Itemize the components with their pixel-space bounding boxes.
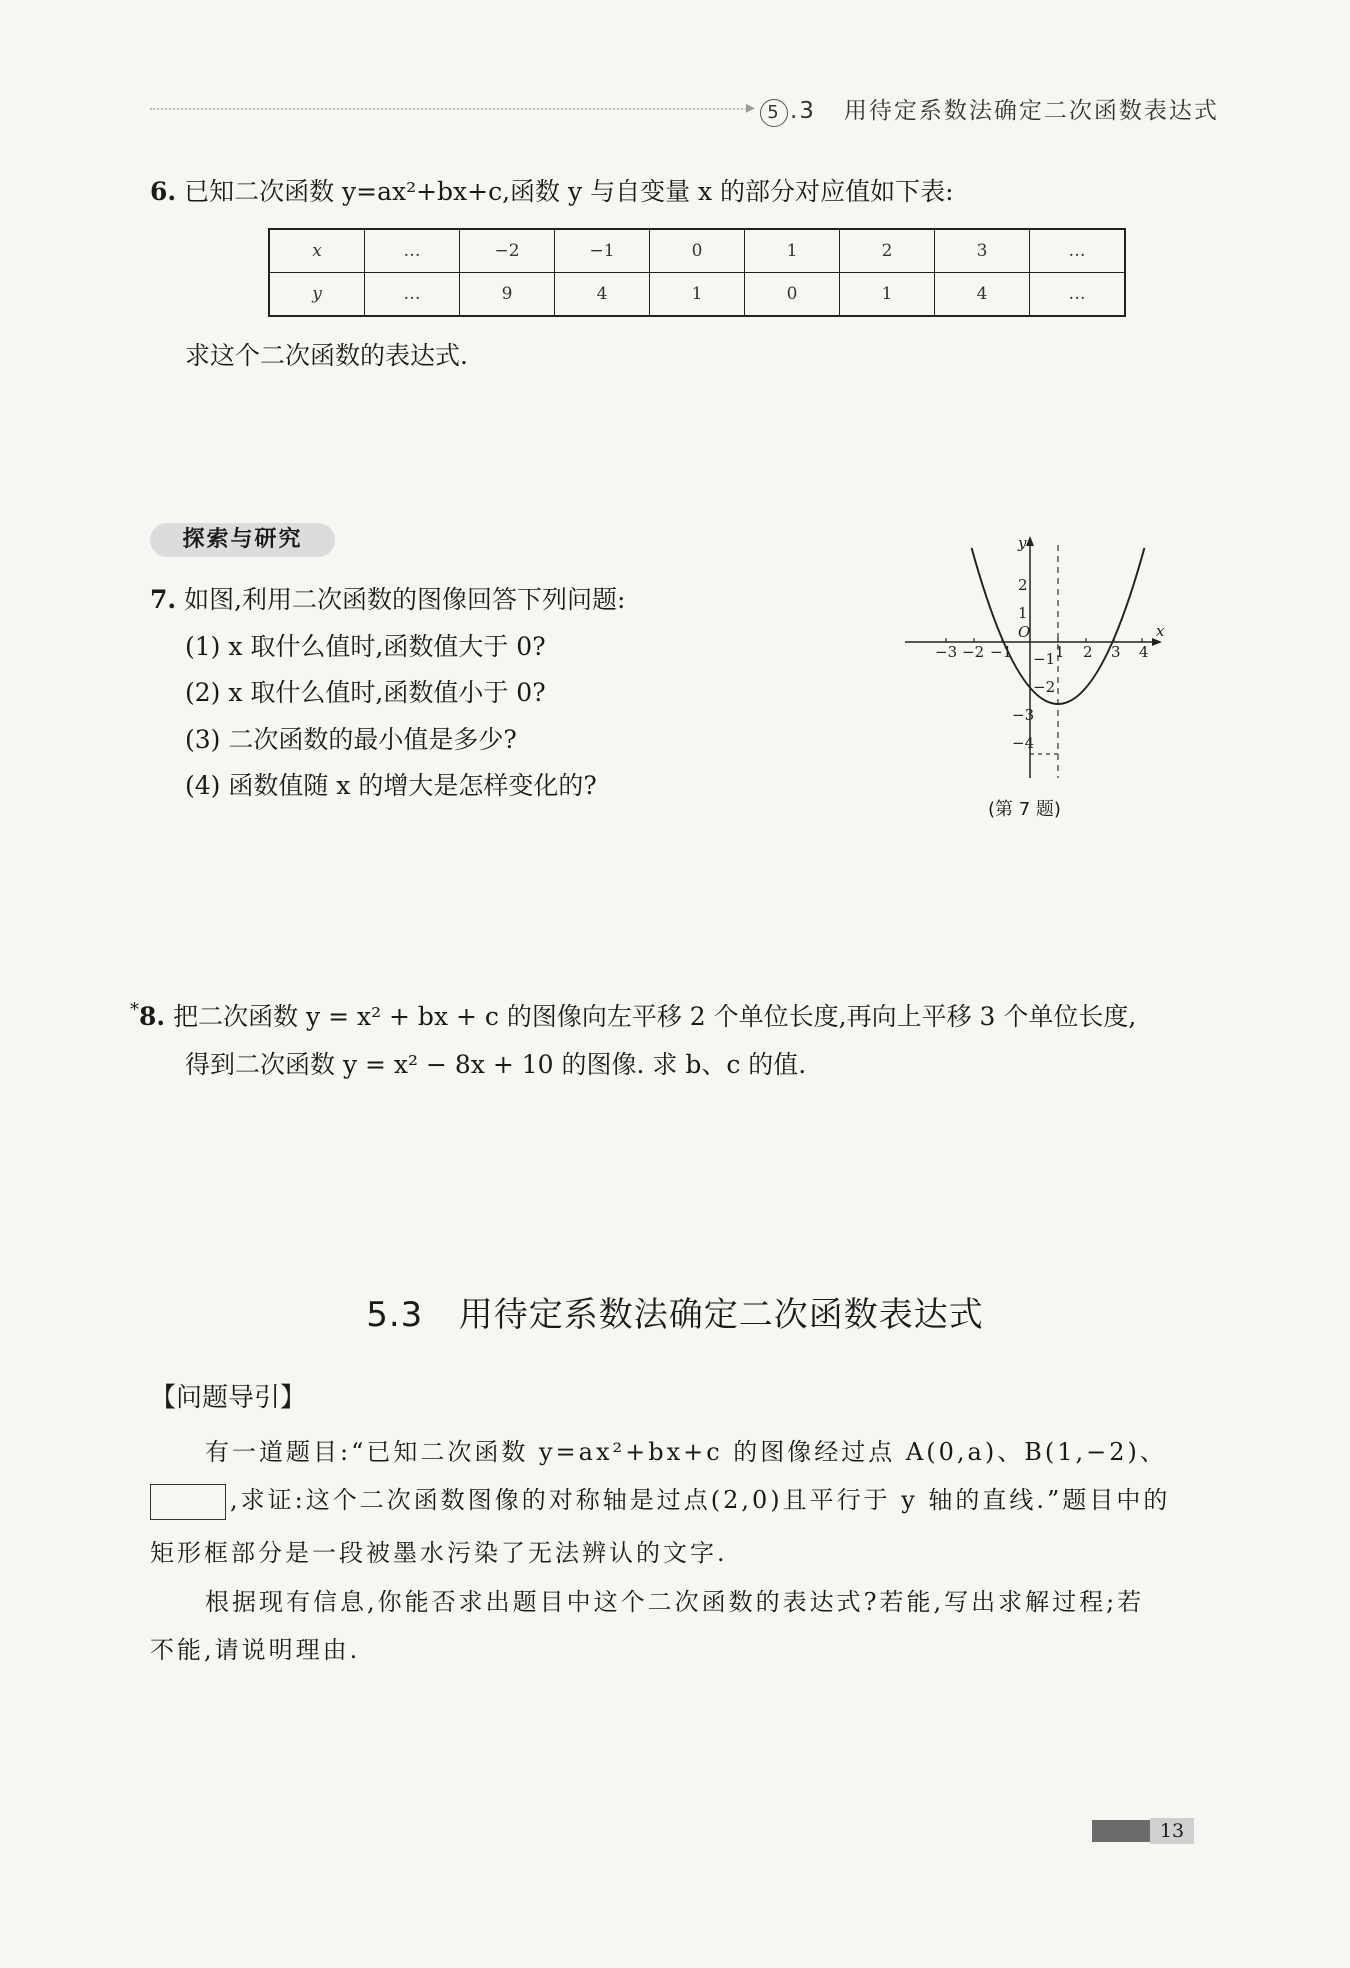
table-cell: 3 bbox=[935, 229, 1030, 273]
table-cell: −2 bbox=[460, 229, 555, 273]
table-cell: 1 bbox=[745, 229, 840, 273]
table-cell: 0 bbox=[745, 273, 840, 317]
x-axis-label: x bbox=[1156, 622, 1165, 640]
q8-line-1 bbox=[130, 997, 1136, 1033]
q7-item-1: (1) x 取什么值时,函数值大于 0? bbox=[185, 632, 546, 661]
x-tick-label: 3 bbox=[1111, 643, 1121, 661]
x-tick-label: −3 bbox=[935, 643, 958, 661]
q8-line-2: 得到二次函数 y = x² − 8x + 10 的图像. 求 b、c 的值. bbox=[185, 1050, 807, 1079]
q7-number: 7. bbox=[150, 585, 177, 614]
q7-item-3: (3) 二次函数的最小值是多少? bbox=[185, 725, 517, 754]
guide-p2-line-2: 不能,请说明理由. bbox=[150, 1636, 361, 1664]
guide-p1-line-2-text: ,求证:这个二次函数图像的对称轴是过点(2,0)且平行于 y 轴的直线.”题目中的 bbox=[230, 1486, 1171, 1514]
table-cell: … bbox=[1030, 273, 1126, 317]
ink-stain-box bbox=[150, 1484, 226, 1520]
q8-text-1: 把二次函数 y = x² + bx + c 的图像向左平移 2 个单位长度,再向上平移 3 个单位长度, bbox=[173, 1002, 1137, 1031]
table-cell: 1 bbox=[650, 273, 745, 317]
y-tick-label: −1 bbox=[1033, 650, 1056, 668]
y-axis-label: y bbox=[1018, 534, 1027, 552]
table-cell: y bbox=[269, 273, 365, 317]
q7-intro: 如图,利用二次函数的图像回答下列问题: bbox=[184, 585, 626, 614]
table-cell: 0 bbox=[650, 229, 745, 273]
table-cell: … bbox=[1030, 229, 1126, 273]
y-axis-arrow-icon bbox=[1026, 536, 1034, 546]
guide-p1-line-1: 有一道题目:“已知二次函数 y=ax²+bx+c 的图像经过点 A(0,a)、B(1,−2)、 bbox=[205, 1438, 1167, 1466]
table-cell: −1 bbox=[555, 229, 650, 273]
running-header bbox=[760, 92, 1219, 127]
table-cell: … bbox=[365, 273, 460, 317]
x-tick-label: 4 bbox=[1139, 643, 1149, 661]
section-heading-number: 5.3 bbox=[366, 1295, 424, 1335]
q8-star: * bbox=[130, 999, 139, 1021]
explore-section-tag: 探索与研究 bbox=[150, 523, 335, 557]
page-number: 13 bbox=[1150, 1818, 1194, 1844]
q7-item-2: (2) x 取什么值时,函数值小于 0? bbox=[185, 678, 546, 707]
guide-p2-line-1: 根据现有信息,你能否求出题目中这个二次函数的表达式?若能,写出求解过程;若 bbox=[205, 1588, 1145, 1616]
y-tick-label: −4 bbox=[1012, 734, 1035, 752]
header-rule bbox=[150, 108, 750, 110]
x-tick-label: −2 bbox=[962, 643, 985, 661]
q6-value-table bbox=[268, 228, 1126, 317]
table-cell: … bbox=[365, 229, 460, 273]
table-cell: 2 bbox=[840, 229, 935, 273]
q6-ask: 求这个二次函数的表达式. bbox=[185, 341, 468, 370]
table-cell: 4 bbox=[555, 273, 650, 317]
section-heading bbox=[0, 1287, 1350, 1336]
q7-item-4: (4) 函数值随 x 的增大是怎样变化的? bbox=[185, 771, 597, 800]
table-cell: 4 bbox=[935, 273, 1030, 317]
origin-label: O bbox=[1018, 623, 1031, 641]
header-title: 用待定系数法确定二次函数表达式 bbox=[843, 98, 1219, 124]
header-arrow-icon: ▸ bbox=[746, 97, 756, 118]
y-tick-label: −3 bbox=[1012, 706, 1035, 724]
x-tick-label: 2 bbox=[1083, 643, 1093, 661]
table-row-x bbox=[269, 229, 1125, 273]
section-number-rest: .3 bbox=[790, 98, 816, 124]
table-cell: 1 bbox=[840, 273, 935, 317]
guide-heading: 【问题导引】 bbox=[150, 1383, 307, 1413]
page-number-bar bbox=[1092, 1820, 1150, 1842]
table-cell: x bbox=[269, 229, 365, 273]
guide-p1-line-3: 矩形框部分是一段被墨水污染了无法辨认的文字. bbox=[150, 1539, 728, 1567]
x-tick-label: 1 bbox=[1055, 643, 1065, 661]
y-tick-label: 2 bbox=[1018, 576, 1028, 594]
y-tick-label: 1 bbox=[1018, 604, 1028, 622]
q6-stem bbox=[150, 172, 954, 208]
q8-number: 8. bbox=[139, 1002, 166, 1031]
guide-p1-line-2 bbox=[150, 1480, 1170, 1520]
q6-text: 已知二次函数 y=ax²+bx+c,函数 y 与自变量 x 的部分对应值如下表: bbox=[184, 177, 954, 206]
y-tick-label: −2 bbox=[1033, 678, 1056, 696]
section-number-circle: 5 bbox=[760, 99, 788, 127]
table-cell: 9 bbox=[460, 273, 555, 317]
q7-stem bbox=[150, 580, 625, 616]
q7-figure-caption: (第 7 题) bbox=[988, 799, 1061, 820]
q7-parabola-graph bbox=[900, 530, 1170, 790]
x-tick-label: −1 bbox=[990, 643, 1013, 661]
table-row-y bbox=[269, 273, 1125, 317]
q6-number: 6. bbox=[150, 177, 177, 206]
section-heading-title: 用待定系数法确定二次函数表达式 bbox=[458, 1295, 984, 1335]
